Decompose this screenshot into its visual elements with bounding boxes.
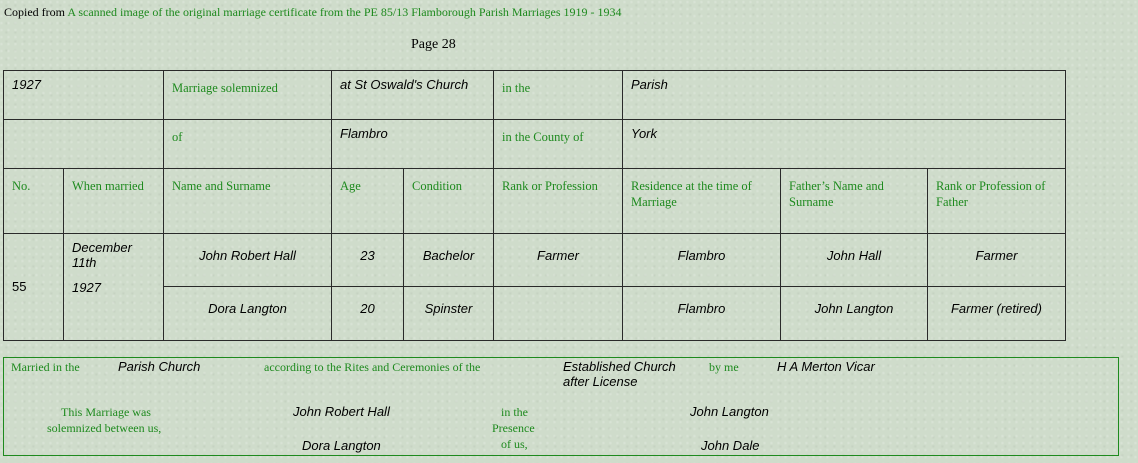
county-cell: York [631, 126, 658, 141]
groom-condition: Bachelor [422, 248, 475, 263]
county-label: in the County of [502, 130, 584, 144]
marriage-register-table [3, 70, 1066, 341]
header-row-2 [4, 120, 1066, 169]
this-marriage-label-1: This Marriage was [61, 405, 151, 419]
page-number: Page 28 [411, 37, 456, 52]
header-row-1 [4, 71, 1066, 120]
party-bride: Dora Langton [302, 438, 381, 453]
bride-rank [494, 287, 622, 307]
solemnization-box [3, 357, 1119, 456]
col-name: Name and Surname [172, 179, 271, 193]
bride-father-rank: Farmer (retired) [950, 301, 1042, 316]
when-day: December 11th [72, 240, 132, 270]
place-cell: at St Oswald's Church [340, 77, 469, 92]
witness-1: John Langton [690, 404, 769, 419]
presence-label-2: Presence [492, 421, 535, 435]
parish-cell: Parish [631, 77, 668, 92]
in-the-label: in the [502, 81, 531, 95]
groom-name: John Robert Hall [199, 248, 296, 263]
col-when-married: When married [72, 179, 144, 193]
license-type: after License [563, 374, 638, 389]
col-residence: Residence at the time of Marriage [631, 179, 752, 209]
town-cell: Flambro [340, 126, 388, 141]
source-link[interactable]: A scanned image of the original marriage certificate from the PE 85/13 Flamborough Parish Marriages 1919 - 1934 [67, 5, 622, 19]
this-marriage-label-2: solemnized between us, [47, 421, 162, 435]
groom-father-rank: Farmer [975, 248, 1018, 263]
col-condition: Condition [412, 179, 463, 193]
party-groom: John Robert Hall [293, 404, 390, 419]
year-cell: 1927 [12, 77, 41, 92]
source-line [4, 5, 622, 20]
col-rank: Rank or Profession [502, 179, 598, 193]
copied-prefix: Copied from [4, 5, 65, 19]
col-no: No. [12, 179, 31, 193]
col-father-name: Father’s Name and Surname [789, 179, 884, 209]
when-year: 1927 [72, 280, 101, 295]
groom-age: 23 [360, 248, 375, 263]
by-me-label: by me [709, 360, 739, 374]
witness-2: John Dale [701, 438, 760, 453]
rites-label: according to the Rites and Ceremonies of the [264, 360, 481, 374]
bride-residence: Flambro [677, 301, 726, 316]
col-age: Age [340, 179, 361, 193]
established-church: Established Church [563, 359, 676, 374]
of-label: of [172, 130, 183, 144]
marriage-solemnized-label: Marriage solemnized [172, 81, 278, 95]
groom-father-name: John Hall [826, 248, 882, 263]
bride-age: 20 [360, 301, 375, 316]
bride-name: Dora Langton [208, 301, 287, 316]
empty-cell [4, 120, 163, 132]
officiant: H A Merton Vicar [777, 359, 875, 374]
bride-father-name: John Langton [814, 301, 894, 316]
entry-number: 55 [12, 279, 27, 294]
presence-label-1: in the [501, 405, 528, 419]
bride-condition: Spinster [424, 301, 473, 316]
col-father-rank: Rank or Profession of Father [936, 179, 1046, 209]
groom-rank: Farmer [537, 248, 579, 263]
bride-row [4, 287, 1066, 341]
married-in-label: Married in the [11, 360, 80, 374]
groom-row [4, 234, 1066, 287]
column-header-row [4, 169, 1066, 234]
groom-residence: Flambro [677, 248, 726, 263]
church-type: Parish Church [118, 359, 201, 374]
presence-label-3: of us, [501, 437, 528, 451]
